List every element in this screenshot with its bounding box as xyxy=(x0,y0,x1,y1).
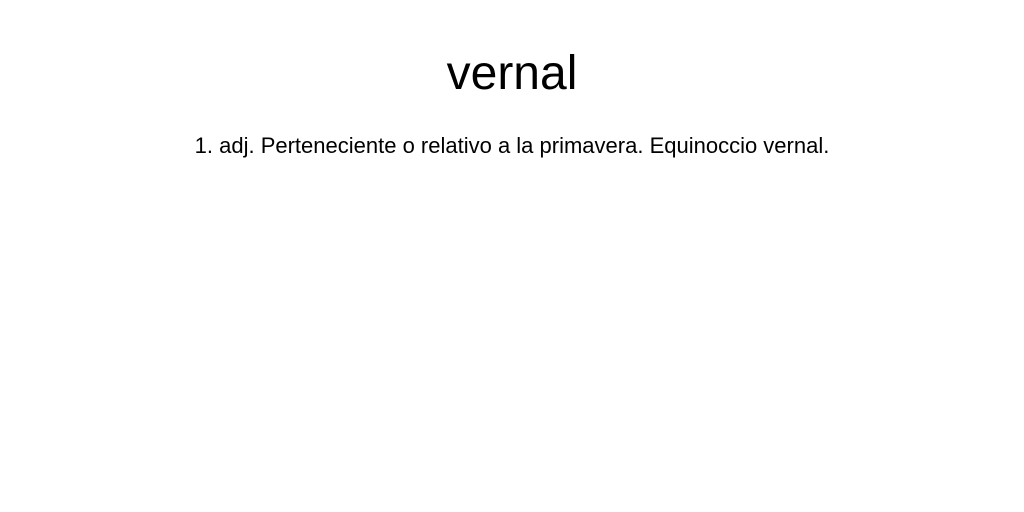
headword: vernal xyxy=(446,47,578,100)
definition-1: 1. adj. Perteneciente o relativo a la primavera. Equinoccio vernal. xyxy=(194,133,830,158)
